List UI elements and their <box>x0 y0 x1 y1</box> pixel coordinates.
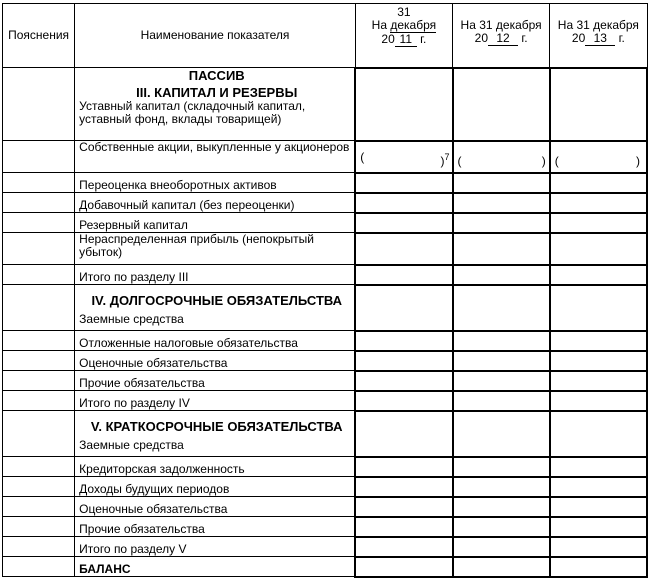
row-label: Итого по разделу V <box>75 537 356 557</box>
header-notes: Пояснения <box>3 4 75 68</box>
header-col-2013 <box>550 4 647 68</box>
footnote-mark: 7 <box>444 151 450 162</box>
row-label: Прочие обязательства <box>75 517 356 537</box>
col1-day: 31 <box>397 5 411 19</box>
row-label: Оценочные обязательства <box>75 497 356 517</box>
table-row <box>3 331 648 351</box>
col1-year: 11 <box>395 33 417 47</box>
col1-year-suffix: г. <box>420 32 427 46</box>
table-row <box>3 411 648 457</box>
row-label: Добавочный капитал (без переоценки) <box>75 193 356 213</box>
balance-liabilities-table <box>2 3 648 578</box>
table-row <box>3 265 648 285</box>
table-row <box>3 141 648 173</box>
row-label: Итого по разделу III <box>75 265 356 285</box>
paren-cell: ( ) <box>550 141 647 173</box>
col2-year: 12 <box>488 32 518 46</box>
table-row <box>3 537 648 557</box>
passiv-title: ПАССИВ <box>188 68 245 83</box>
table-row <box>3 517 648 537</box>
header-col-2011 <box>355 4 452 68</box>
table-row <box>3 477 648 497</box>
table-row <box>3 193 648 213</box>
header-row <box>3 4 648 68</box>
table-row <box>3 497 648 517</box>
row-label: Собственные акции, выкупленные у акционеров <box>75 141 356 173</box>
table-row <box>3 233 648 265</box>
col1-month: декабря <box>390 18 437 32</box>
row-label: Переоценка внеоборотных активов <box>75 173 356 193</box>
row-label: Кредиторская задолженность <box>75 457 356 477</box>
table-row <box>3 371 648 391</box>
header-name: Наименование показателя <box>75 4 356 68</box>
col3-prefix: На 31 декабря <box>557 18 639 32</box>
table-row <box>3 213 648 233</box>
row-label: Оценочные обязательства <box>75 351 356 371</box>
row-label: Итого по разделу IV <box>75 391 356 411</box>
row-label: Заемные средства <box>79 312 184 326</box>
section-5-title: V. КРАТКОСРОЧНЫЕ ОБЯЗАТЕЛЬСТВА <box>90 419 343 434</box>
col2-prefix: На 31 декабря <box>460 18 542 32</box>
col1-year-prefix: 20 <box>381 32 395 46</box>
row-label: Резервный капитал <box>75 213 356 233</box>
section-3-title: III. КАПИТАЛ И РЕЗЕРВЫ <box>136 85 298 100</box>
table-row <box>3 351 648 371</box>
table-row <box>3 457 648 477</box>
col1-prefix: На <box>371 18 388 32</box>
row-label: Нераспределенная прибыль (непокрытый убыток) <box>75 233 356 265</box>
row-label: Доходы будущих периодов <box>75 477 356 497</box>
col2-year-suffix: г. <box>521 31 528 45</box>
row-label: Заемные средства <box>79 438 184 452</box>
row-label: Прочие обязательства <box>75 371 356 391</box>
row-label: Отложенные налоговые обязательства <box>75 331 356 351</box>
table-row <box>3 391 648 411</box>
table-row <box>3 68 648 141</box>
header-col-2012 <box>453 4 550 68</box>
balance-label: БАЛАНС <box>75 557 356 577</box>
col3-year-prefix: 20 <box>571 31 586 45</box>
col3-year: 13 <box>585 32 615 46</box>
col2-year-prefix: 20 <box>474 31 488 45</box>
paren-cell: ( )$^7$ <box>355 141 452 173</box>
table-row <box>3 557 648 577</box>
table-row <box>3 285 648 331</box>
row-label: Уставный капитал (складочный капитал, уставный фонд, вклады товарищей) <box>79 99 306 126</box>
section-4-title: IV. ДОЛГОСРОЧНЫЕ ОБЯЗАТЕЛЬСТВА <box>91 293 343 308</box>
table-row <box>3 173 648 193</box>
col3-year-suffix: г. <box>618 31 625 45</box>
paren-cell: ( ) <box>453 141 550 173</box>
